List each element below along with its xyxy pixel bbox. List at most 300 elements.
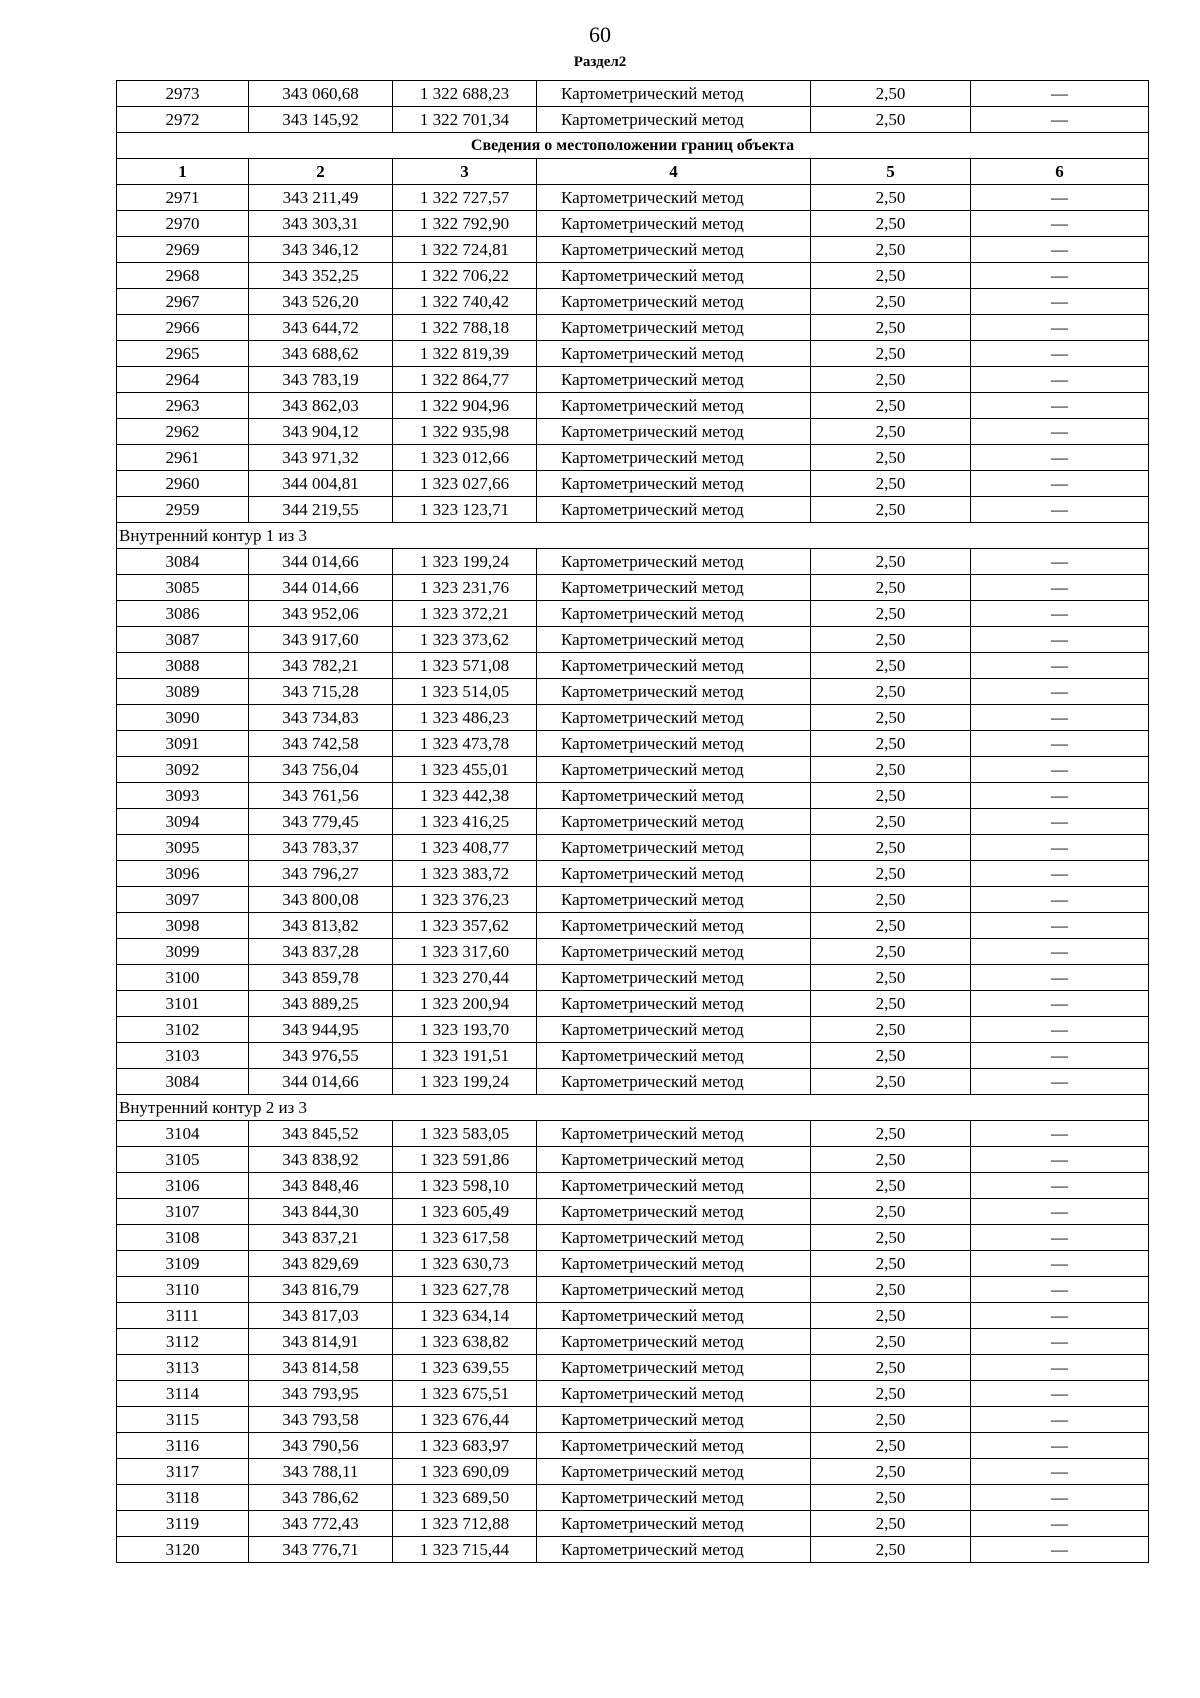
method-cell: Картометрический метод bbox=[537, 783, 811, 809]
y-coordinate-cell: 1 323 675,51 bbox=[393, 1381, 537, 1407]
x-coordinate-cell: 344 014,66 bbox=[249, 575, 393, 601]
point-number-cell: 3094 bbox=[117, 809, 249, 835]
accuracy-cell: 2,50 bbox=[811, 1043, 971, 1069]
accuracy-cell: 2,50 bbox=[811, 991, 971, 1017]
y-coordinate-cell: 1 323 630,73 bbox=[393, 1251, 537, 1277]
method-cell: Картометрический метод bbox=[537, 263, 811, 289]
point-number-cell: 3101 bbox=[117, 991, 249, 1017]
y-coordinate-cell: 1 323 638,82 bbox=[393, 1329, 537, 1355]
description-cell: — bbox=[971, 211, 1149, 237]
table-row bbox=[117, 1147, 1149, 1173]
method-cell: Картометрический метод bbox=[537, 1121, 811, 1147]
table-row bbox=[117, 1511, 1149, 1537]
accuracy-cell: 2,50 bbox=[811, 575, 971, 601]
description-cell: — bbox=[971, 1017, 1149, 1043]
accuracy-cell: 2,50 bbox=[811, 809, 971, 835]
column-header: 4 bbox=[537, 159, 811, 185]
method-cell: Картометрический метод bbox=[537, 601, 811, 627]
x-coordinate-cell: 343 734,83 bbox=[249, 705, 393, 731]
table-row bbox=[117, 211, 1149, 237]
x-coordinate-cell: 343 848,46 bbox=[249, 1173, 393, 1199]
method-cell: Картометрический метод bbox=[537, 1485, 811, 1511]
method-cell: Картометрический метод bbox=[537, 809, 811, 835]
accuracy-cell: 2,50 bbox=[811, 1329, 971, 1355]
point-number-cell: 3097 bbox=[117, 887, 249, 913]
table-row bbox=[117, 965, 1149, 991]
method-cell: Картометрический метод bbox=[537, 341, 811, 367]
y-coordinate-cell: 1 323 676,44 bbox=[393, 1407, 537, 1433]
y-coordinate-cell: 1 323 200,94 bbox=[393, 991, 537, 1017]
method-cell: Картометрический метод bbox=[537, 315, 811, 341]
description-cell: — bbox=[971, 107, 1149, 133]
table-row bbox=[117, 601, 1149, 627]
y-coordinate-cell: 1 323 383,72 bbox=[393, 861, 537, 887]
point-number-cell: 2971 bbox=[117, 185, 249, 211]
description-cell: — bbox=[971, 1407, 1149, 1433]
y-coordinate-cell: 1 322 724,81 bbox=[393, 237, 537, 263]
description-cell: — bbox=[971, 289, 1149, 315]
description-cell: — bbox=[971, 419, 1149, 445]
method-cell: Картометрический метод bbox=[537, 965, 811, 991]
x-coordinate-cell: 343 837,28 bbox=[249, 939, 393, 965]
x-coordinate-cell: 343 800,08 bbox=[249, 887, 393, 913]
description-cell: — bbox=[971, 1537, 1149, 1563]
method-cell: Картометрический метод bbox=[537, 471, 811, 497]
method-cell: Картометрический метод bbox=[537, 367, 811, 393]
table-row bbox=[117, 1329, 1149, 1355]
accuracy-cell: 2,50 bbox=[811, 1251, 971, 1277]
point-number-cell: 3086 bbox=[117, 601, 249, 627]
x-coordinate-cell: 343 817,03 bbox=[249, 1303, 393, 1329]
description-cell: — bbox=[971, 1511, 1149, 1537]
table-row bbox=[117, 731, 1149, 757]
table-row bbox=[117, 471, 1149, 497]
method-cell: Картометрический метод bbox=[537, 653, 811, 679]
method-cell: Картометрический метод bbox=[537, 1277, 811, 1303]
table-row bbox=[117, 887, 1149, 913]
point-number-cell: 3120 bbox=[117, 1537, 249, 1563]
y-coordinate-cell: 1 323 486,23 bbox=[393, 705, 537, 731]
method-cell: Картометрический метод bbox=[537, 1433, 811, 1459]
x-coordinate-cell: 343 796,27 bbox=[249, 861, 393, 887]
x-coordinate-cell: 343 346,12 bbox=[249, 237, 393, 263]
point-number-cell: 3096 bbox=[117, 861, 249, 887]
point-number-cell: 3106 bbox=[117, 1173, 249, 1199]
description-cell: — bbox=[971, 809, 1149, 835]
x-coordinate-cell: 343 786,62 bbox=[249, 1485, 393, 1511]
accuracy-cell: 2,50 bbox=[811, 1147, 971, 1173]
y-coordinate-cell: 1 323 231,76 bbox=[393, 575, 537, 601]
point-number-cell: 3091 bbox=[117, 731, 249, 757]
table-row bbox=[117, 939, 1149, 965]
point-number-cell: 3108 bbox=[117, 1225, 249, 1251]
method-cell: Картометрический метод bbox=[537, 991, 811, 1017]
section-heading-row bbox=[117, 133, 1149, 159]
point-number-cell: 3092 bbox=[117, 757, 249, 783]
x-coordinate-cell: 343 776,71 bbox=[249, 1537, 393, 1563]
x-coordinate-cell: 343 844,30 bbox=[249, 1199, 393, 1225]
table-row bbox=[117, 1355, 1149, 1381]
method-cell: Картометрический метод bbox=[537, 289, 811, 315]
y-coordinate-cell: 1 322 706,22 bbox=[393, 263, 537, 289]
y-coordinate-cell: 1 323 191,51 bbox=[393, 1043, 537, 1069]
y-coordinate-cell: 1 323 712,88 bbox=[393, 1511, 537, 1537]
table-row bbox=[117, 1251, 1149, 1277]
point-number-cell: 3110 bbox=[117, 1277, 249, 1303]
table-row bbox=[117, 757, 1149, 783]
y-coordinate-cell: 1 322 935,98 bbox=[393, 419, 537, 445]
point-number-cell: 2962 bbox=[117, 419, 249, 445]
point-number-cell: 3093 bbox=[117, 783, 249, 809]
x-coordinate-cell: 343 790,56 bbox=[249, 1433, 393, 1459]
method-cell: Картометрический метод bbox=[537, 939, 811, 965]
method-cell: Картометрический метод bbox=[537, 497, 811, 523]
accuracy-cell: 2,50 bbox=[811, 887, 971, 913]
x-coordinate-cell: 343 772,43 bbox=[249, 1511, 393, 1537]
method-cell: Картометрический метод bbox=[537, 1043, 811, 1069]
x-coordinate-cell: 343 742,58 bbox=[249, 731, 393, 757]
method-cell: Картометрический метод bbox=[537, 1199, 811, 1225]
accuracy-cell: 2,50 bbox=[811, 315, 971, 341]
accuracy-cell: 2,50 bbox=[811, 653, 971, 679]
y-coordinate-cell: 1 322 688,23 bbox=[393, 81, 537, 107]
accuracy-cell: 2,50 bbox=[811, 1485, 971, 1511]
description-cell: — bbox=[971, 445, 1149, 471]
accuracy-cell: 2,50 bbox=[811, 367, 971, 393]
method-cell: Картометрический метод bbox=[537, 1329, 811, 1355]
point-number-cell: 3104 bbox=[117, 1121, 249, 1147]
accuracy-cell: 2,50 bbox=[811, 445, 971, 471]
x-coordinate-cell: 343 782,21 bbox=[249, 653, 393, 679]
description-cell: — bbox=[971, 705, 1149, 731]
x-coordinate-cell: 344 014,66 bbox=[249, 1069, 393, 1095]
method-cell: Картометрический метод bbox=[537, 1303, 811, 1329]
page-number: 60 bbox=[589, 22, 611, 47]
point-number-cell: 3087 bbox=[117, 627, 249, 653]
point-number-cell: 3090 bbox=[117, 705, 249, 731]
point-number-cell: 3103 bbox=[117, 1043, 249, 1069]
description-cell: — bbox=[971, 1121, 1149, 1147]
table-row bbox=[117, 81, 1149, 107]
method-cell: Картометрический метод bbox=[537, 1017, 811, 1043]
x-coordinate-cell: 343 526,20 bbox=[249, 289, 393, 315]
column-header: 6 bbox=[971, 159, 1149, 185]
table-row bbox=[117, 705, 1149, 731]
table-row bbox=[117, 1433, 1149, 1459]
method-cell: Картометрический метод bbox=[537, 627, 811, 653]
table-row bbox=[117, 107, 1149, 133]
x-coordinate-cell: 344 219,55 bbox=[249, 497, 393, 523]
method-cell: Картометрический метод bbox=[537, 705, 811, 731]
accuracy-cell: 2,50 bbox=[811, 471, 971, 497]
method-cell: Картометрический метод bbox=[537, 731, 811, 757]
x-coordinate-cell: 343 971,32 bbox=[249, 445, 393, 471]
accuracy-cell: 2,50 bbox=[811, 679, 971, 705]
table-row bbox=[117, 419, 1149, 445]
accuracy-cell: 2,50 bbox=[811, 939, 971, 965]
y-coordinate-cell: 1 323 408,77 bbox=[393, 835, 537, 861]
description-cell: — bbox=[971, 1433, 1149, 1459]
accuracy-cell: 2,50 bbox=[811, 1511, 971, 1537]
table-row bbox=[117, 289, 1149, 315]
point-number-cell: 3088 bbox=[117, 653, 249, 679]
x-coordinate-cell: 343 303,31 bbox=[249, 211, 393, 237]
point-number-cell: 3100 bbox=[117, 965, 249, 991]
point-number-cell: 3084 bbox=[117, 549, 249, 575]
description-cell: — bbox=[971, 341, 1149, 367]
table-row bbox=[117, 341, 1149, 367]
table-row bbox=[117, 367, 1149, 393]
x-coordinate-cell: 343 793,95 bbox=[249, 1381, 393, 1407]
table-row bbox=[117, 1485, 1149, 1511]
y-coordinate-cell: 1 323 627,78 bbox=[393, 1277, 537, 1303]
point-number-cell: 3099 bbox=[117, 939, 249, 965]
point-number-cell: 3085 bbox=[117, 575, 249, 601]
description-cell: — bbox=[971, 887, 1149, 913]
y-coordinate-cell: 1 323 617,58 bbox=[393, 1225, 537, 1251]
y-coordinate-cell: 1 323 199,24 bbox=[393, 549, 537, 575]
description-cell: — bbox=[971, 315, 1149, 341]
table-row bbox=[117, 1199, 1149, 1225]
method-cell: Картометрический метод bbox=[537, 887, 811, 913]
point-number-cell: 3118 bbox=[117, 1485, 249, 1511]
accuracy-cell: 2,50 bbox=[811, 393, 971, 419]
table-row bbox=[117, 1537, 1149, 1563]
method-cell: Картометрический метод bbox=[537, 1381, 811, 1407]
point-number-cell: 3105 bbox=[117, 1147, 249, 1173]
method-cell: Картометрический метод bbox=[537, 445, 811, 471]
accuracy-cell: 2,50 bbox=[811, 81, 971, 107]
description-cell: — bbox=[971, 497, 1149, 523]
y-coordinate-cell: 1 323 012,66 bbox=[393, 445, 537, 471]
point-number-cell: 3113 bbox=[117, 1355, 249, 1381]
accuracy-cell: 2,50 bbox=[811, 1459, 971, 1485]
accuracy-cell: 2,50 bbox=[811, 1407, 971, 1433]
method-cell: Картометрический метод bbox=[537, 237, 811, 263]
accuracy-cell: 2,50 bbox=[811, 1303, 971, 1329]
description-cell: — bbox=[971, 679, 1149, 705]
accuracy-cell: 2,50 bbox=[811, 861, 971, 887]
accuracy-cell: 2,50 bbox=[811, 965, 971, 991]
x-coordinate-cell: 343 837,21 bbox=[249, 1225, 393, 1251]
description-cell: — bbox=[971, 1329, 1149, 1355]
method-cell: Картометрический метод bbox=[537, 835, 811, 861]
x-coordinate-cell: 343 904,12 bbox=[249, 419, 393, 445]
accuracy-cell: 2,50 bbox=[811, 835, 971, 861]
y-coordinate-cell: 1 323 357,62 bbox=[393, 913, 537, 939]
contour-label: Внутренний контур 1 из 3 bbox=[117, 523, 1149, 549]
description-cell: — bbox=[971, 237, 1149, 263]
method-cell: Картометрический метод bbox=[537, 211, 811, 237]
point-number-cell: 3084 bbox=[117, 1069, 249, 1095]
description-cell: — bbox=[971, 653, 1149, 679]
table-row bbox=[117, 1459, 1149, 1485]
point-number-cell: 2961 bbox=[117, 445, 249, 471]
x-coordinate-cell: 343 688,62 bbox=[249, 341, 393, 367]
description-cell: — bbox=[971, 263, 1149, 289]
x-coordinate-cell: 344 004,81 bbox=[249, 471, 393, 497]
y-coordinate-cell: 1 323 598,10 bbox=[393, 1173, 537, 1199]
description-cell: — bbox=[971, 757, 1149, 783]
point-number-cell: 3119 bbox=[117, 1511, 249, 1537]
y-coordinate-cell: 1 323 591,86 bbox=[393, 1147, 537, 1173]
y-coordinate-cell: 1 323 639,55 bbox=[393, 1355, 537, 1381]
x-coordinate-cell: 343 788,11 bbox=[249, 1459, 393, 1485]
x-coordinate-cell: 343 761,56 bbox=[249, 783, 393, 809]
y-coordinate-cell: 1 322 819,39 bbox=[393, 341, 537, 367]
x-coordinate-cell: 343 211,49 bbox=[249, 185, 393, 211]
point-number-cell: 2966 bbox=[117, 315, 249, 341]
x-coordinate-cell: 343 845,52 bbox=[249, 1121, 393, 1147]
x-coordinate-cell: 343 813,82 bbox=[249, 913, 393, 939]
column-header: 2 bbox=[249, 159, 393, 185]
x-coordinate-cell: 343 944,95 bbox=[249, 1017, 393, 1043]
accuracy-cell: 2,50 bbox=[811, 601, 971, 627]
description-cell: — bbox=[971, 939, 1149, 965]
point-number-cell: 3112 bbox=[117, 1329, 249, 1355]
accuracy-cell: 2,50 bbox=[811, 1355, 971, 1381]
y-coordinate-cell: 1 323 416,25 bbox=[393, 809, 537, 835]
description-cell: — bbox=[971, 1355, 1149, 1381]
description-cell: — bbox=[971, 1069, 1149, 1095]
point-number-cell: 2969 bbox=[117, 237, 249, 263]
y-coordinate-cell: 1 322 740,42 bbox=[393, 289, 537, 315]
y-coordinate-cell: 1 322 864,77 bbox=[393, 367, 537, 393]
method-cell: Картометрический метод bbox=[537, 861, 811, 887]
table-row bbox=[117, 549, 1149, 575]
point-number-cell: 2970 bbox=[117, 211, 249, 237]
x-coordinate-cell: 343 889,25 bbox=[249, 991, 393, 1017]
method-cell: Картометрический метод bbox=[537, 1173, 811, 1199]
table-row bbox=[117, 1069, 1149, 1095]
point-number-cell: 2963 bbox=[117, 393, 249, 419]
point-number-cell: 2973 bbox=[117, 81, 249, 107]
x-coordinate-cell: 343 715,28 bbox=[249, 679, 393, 705]
y-coordinate-cell: 1 323 193,70 bbox=[393, 1017, 537, 1043]
method-cell: Картометрический метод bbox=[537, 1355, 811, 1381]
x-coordinate-cell: 343 783,37 bbox=[249, 835, 393, 861]
description-cell: — bbox=[971, 1225, 1149, 1251]
table-row bbox=[117, 835, 1149, 861]
x-coordinate-cell: 343 829,69 bbox=[249, 1251, 393, 1277]
point-number-cell: 3109 bbox=[117, 1251, 249, 1277]
point-number-cell: 3114 bbox=[117, 1381, 249, 1407]
method-cell: Картометрический метод bbox=[537, 81, 811, 107]
accuracy-cell: 2,50 bbox=[811, 1277, 971, 1303]
method-cell: Картометрический метод bbox=[537, 107, 811, 133]
description-cell: — bbox=[971, 1147, 1149, 1173]
description-cell: — bbox=[971, 1303, 1149, 1329]
accuracy-cell: 2,50 bbox=[811, 289, 971, 315]
description-cell: — bbox=[971, 601, 1149, 627]
column-header: 1 bbox=[117, 159, 249, 185]
y-coordinate-cell: 1 323 689,50 bbox=[393, 1485, 537, 1511]
accuracy-cell: 2,50 bbox=[811, 1537, 971, 1563]
description-cell: — bbox=[971, 1251, 1149, 1277]
contour-label-row bbox=[117, 1095, 1149, 1121]
y-coordinate-cell: 1 323 455,01 bbox=[393, 757, 537, 783]
description-cell: — bbox=[971, 471, 1149, 497]
table-row bbox=[117, 575, 1149, 601]
contour-label-row bbox=[117, 523, 1149, 549]
table-row bbox=[117, 1407, 1149, 1433]
x-coordinate-cell: 343 352,25 bbox=[249, 263, 393, 289]
method-cell: Картометрический метод bbox=[537, 913, 811, 939]
description-cell: — bbox=[971, 549, 1149, 575]
table-row bbox=[117, 1017, 1149, 1043]
method-cell: Картометрический метод bbox=[537, 1147, 811, 1173]
y-coordinate-cell: 1 323 317,60 bbox=[393, 939, 537, 965]
y-coordinate-cell: 1 323 442,38 bbox=[393, 783, 537, 809]
x-coordinate-cell: 343 976,55 bbox=[249, 1043, 393, 1069]
method-cell: Картометрический метод bbox=[537, 1407, 811, 1433]
table-row bbox=[117, 1121, 1149, 1147]
x-coordinate-cell: 343 756,04 bbox=[249, 757, 393, 783]
method-cell: Картометрический метод bbox=[537, 185, 811, 211]
x-coordinate-cell: 343 816,79 bbox=[249, 1277, 393, 1303]
y-coordinate-cell: 1 323 715,44 bbox=[393, 1537, 537, 1563]
point-number-cell: 2968 bbox=[117, 263, 249, 289]
x-coordinate-cell: 343 814,91 bbox=[249, 1329, 393, 1355]
description-cell: — bbox=[971, 1043, 1149, 1069]
y-coordinate-cell: 1 323 270,44 bbox=[393, 965, 537, 991]
method-cell: Картометрический метод bbox=[537, 575, 811, 601]
table-row bbox=[117, 445, 1149, 471]
accuracy-cell: 2,50 bbox=[811, 1199, 971, 1225]
x-coordinate-cell: 343 145,92 bbox=[249, 107, 393, 133]
description-cell: — bbox=[971, 81, 1149, 107]
table-row bbox=[117, 991, 1149, 1017]
description-cell: — bbox=[971, 1485, 1149, 1511]
point-number-cell: 3107 bbox=[117, 1199, 249, 1225]
accuracy-cell: 2,50 bbox=[811, 237, 971, 263]
description-cell: — bbox=[971, 393, 1149, 419]
accuracy-cell: 2,50 bbox=[811, 1173, 971, 1199]
accuracy-cell: 2,50 bbox=[811, 1433, 971, 1459]
table-row bbox=[117, 263, 1149, 289]
accuracy-cell: 2,50 bbox=[811, 783, 971, 809]
point-number-cell: 2960 bbox=[117, 471, 249, 497]
description-cell: — bbox=[971, 861, 1149, 887]
method-cell: Картометрический метод bbox=[537, 1251, 811, 1277]
description-cell: — bbox=[971, 1277, 1149, 1303]
accuracy-cell: 2,50 bbox=[811, 107, 971, 133]
point-number-cell: 2964 bbox=[117, 367, 249, 393]
accuracy-cell: 2,50 bbox=[811, 913, 971, 939]
accuracy-cell: 2,50 bbox=[811, 211, 971, 237]
accuracy-cell: 2,50 bbox=[811, 1381, 971, 1407]
accuracy-cell: 2,50 bbox=[811, 263, 971, 289]
description-cell: — bbox=[971, 185, 1149, 211]
description-cell: — bbox=[971, 627, 1149, 653]
table-row bbox=[117, 861, 1149, 887]
y-coordinate-cell: 1 322 727,57 bbox=[393, 185, 537, 211]
description-cell: — bbox=[971, 783, 1149, 809]
point-number-cell: 3116 bbox=[117, 1433, 249, 1459]
y-coordinate-cell: 1 323 199,24 bbox=[393, 1069, 537, 1095]
contour-label: Внутренний контур 2 из 3 bbox=[117, 1095, 1149, 1121]
method-cell: Картометрический метод bbox=[537, 1225, 811, 1251]
x-coordinate-cell: 343 060,68 bbox=[249, 81, 393, 107]
point-number-cell: 2959 bbox=[117, 497, 249, 523]
y-coordinate-cell: 1 323 634,14 bbox=[393, 1303, 537, 1329]
description-cell: — bbox=[971, 965, 1149, 991]
accuracy-cell: 2,50 bbox=[811, 549, 971, 575]
point-number-cell: 2972 bbox=[117, 107, 249, 133]
table-row bbox=[117, 783, 1149, 809]
y-coordinate-cell: 1 323 373,62 bbox=[393, 627, 537, 653]
point-number-cell: 3102 bbox=[117, 1017, 249, 1043]
